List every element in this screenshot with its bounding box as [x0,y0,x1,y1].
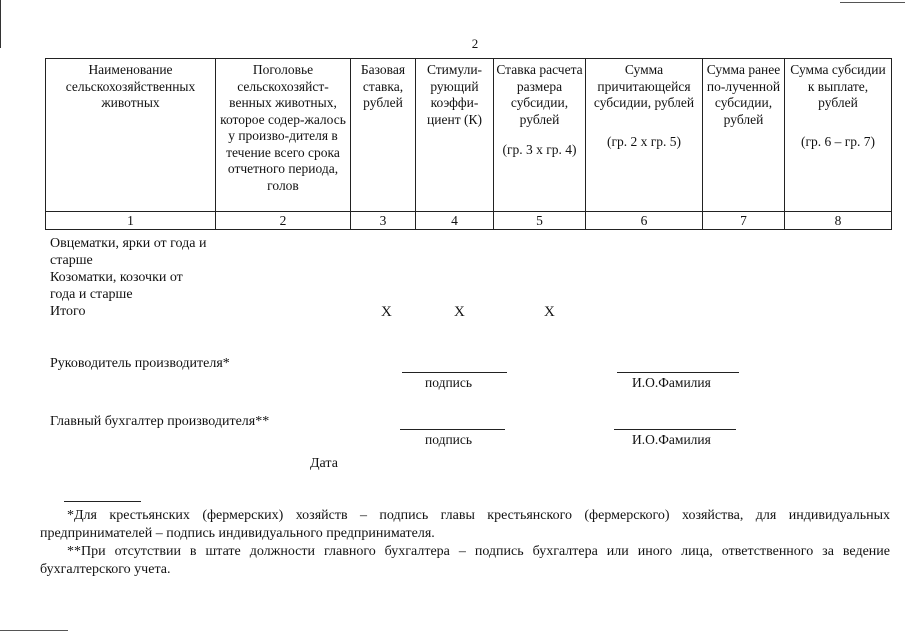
table-header-row [46,59,892,212]
head-signature-line [402,372,507,373]
page-number: 2 [471,36,479,51]
head-signature-label: Руководитель производителя* [50,356,230,371]
header-previous-subsidy: Сумма ранее по-лученной субсидии, рублей [703,59,785,212]
column-number: 1 [46,212,216,230]
column-number: 5 [494,212,586,230]
head-name-caption: И.О.Фамилия [632,375,711,390]
total-mark-coefficient: Х [454,304,465,320]
accountant-signature-caption: подпись [425,432,473,447]
header-coefficient: Стимули-рующий коэффи-циент (К) [416,59,494,212]
footnote-2: **При отсутствии в штате должности главного бухгалтера – подпись бухгалтера или иного лица, ответственного за ведение бухгалтерского учета. [40,544,890,577]
column-number: 7 [703,212,785,230]
head-name-line [617,372,739,373]
column-number: 8 [785,212,892,230]
subsidy-table [45,58,892,230]
footnote-1: *Для крестьянских (фермерских) хозяйств – подпись главы крестьянского (фермерского) хозяйства, для индивидуальных предпринимателей – подпись индивидуального предпринимателя. [40,508,890,541]
header-calc-rate-formula: (гр. 3 х гр. 4) [502,142,577,157]
accountant-name-caption: И.О.Фамилия [632,432,711,447]
head-signature-caption: подпись [425,375,473,390]
column-number: 2 [216,212,351,230]
column-number: 4 [416,212,494,230]
header-calc-rate: Ставка расчета размера субсидии, рублей (гр. 3 х гр. 4) [494,59,586,212]
footnote-separator [64,501,141,502]
row-goats: Козоматки, козочки от года и старше [50,270,183,302]
header-payout: Сумма субсидии к выплате, рублей (гр. 6 – гр. 7) [785,59,892,212]
header-base-rate: Базовая ставка, рублей [351,59,416,212]
scan-edge-bottom [0,630,68,631]
column-number: 3 [351,212,416,230]
header-livestock-count: Поголовье сельскохозяйст-венных животных, которое содер-жалось у произво-дителя в течение всего срока отчетного периода, голов [216,59,351,212]
accountant-signature-label: Главный бухгалтер производителя** [50,414,270,429]
date-label: Дата [310,456,338,471]
column-numbers-row [46,212,892,230]
column-number: 6 [586,212,703,230]
total-mark-calc-rate: Х [544,304,555,320]
accountant-name-line [614,429,736,430]
header-animal-name: Наименование сельскохозяйственных животных [46,59,216,212]
header-payout-formula: (гр. 6 – гр. 7) [800,133,876,149]
accountant-signature-line [400,429,505,430]
header-due-subsidy: Сумма причитающейся субсидии, рублей (гр. 2 х гр. 5) [586,59,703,212]
row-sheep: Овцематки, ярки от года и старше [50,236,207,268]
total-mark-base-rate: Х [381,304,392,320]
header-due-subsidy-formula: (гр. 2 х гр. 5) [606,133,682,149]
scan-edge-top [840,2,905,3]
row-total: Итого [50,304,86,319]
